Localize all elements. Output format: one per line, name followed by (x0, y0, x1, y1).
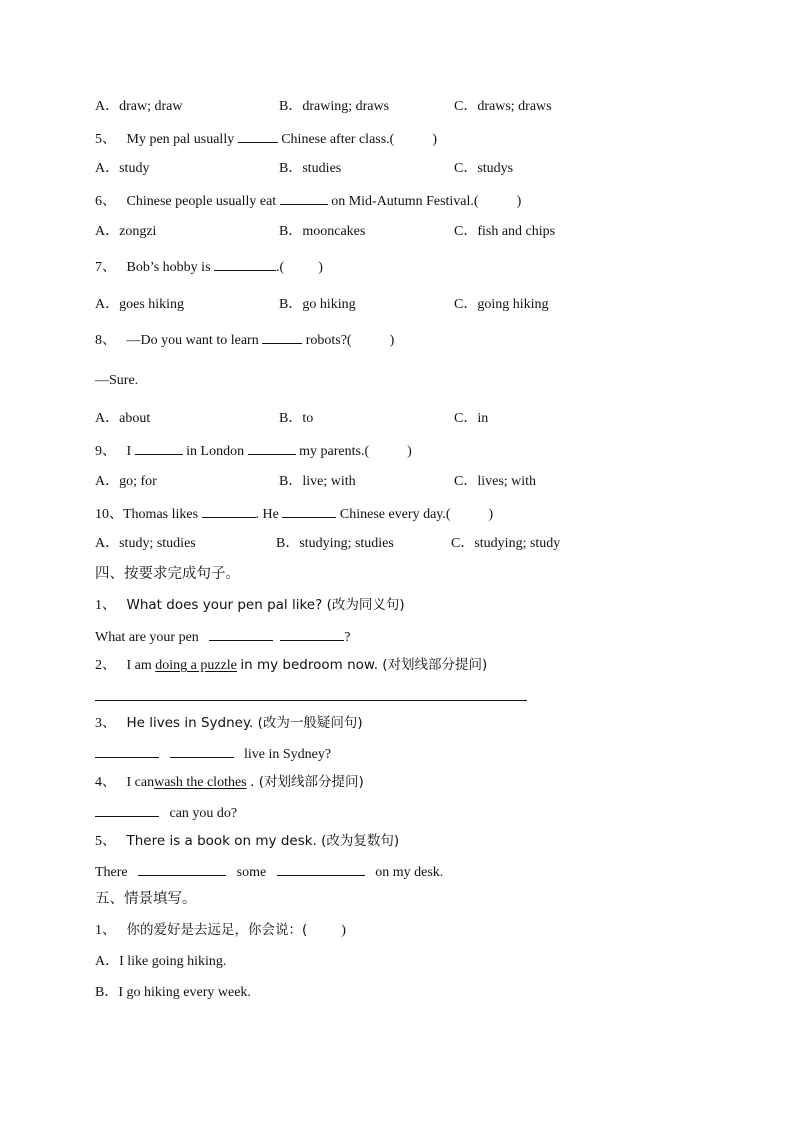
question-text-end: Chinese every day.( (339, 507, 451, 522)
situation-text: 你的爱好是去远足，你会说：( (126, 922, 308, 938)
sentence-1 (95, 596, 405, 615)
sentence-2 (95, 656, 487, 675)
paren-close: ) (407, 444, 412, 459)
answer-blank[interactable] (95, 803, 159, 817)
situation-1-option-b: B．I go hiking every week. (95, 985, 251, 1000)
answer-blank-1[interactable] (209, 627, 273, 641)
sentence-3-answer (95, 744, 331, 764)
question-9 (95, 441, 412, 461)
q9-option-b: B．live; with (279, 474, 356, 489)
situation-1-option-a: A．I like going hiking. (95, 954, 227, 969)
q4-option-a: A．draw; draw (95, 99, 183, 114)
q6-option-a: A．zongzi (95, 224, 157, 239)
sentence-number: 1、 (95, 598, 116, 613)
q8-option-a: A．about (95, 411, 151, 426)
q6-option-b: B．mooncakes (279, 224, 366, 239)
answer-line[interactable] (95, 700, 527, 701)
answer-blank-1[interactable] (202, 504, 256, 518)
sentence-text-start: I am (126, 658, 152, 673)
question-number: 10、 (95, 507, 123, 522)
sentence-5-answer (95, 862, 443, 882)
sentence-text-start: I can (126, 775, 155, 790)
sentence-text: There is a book on my desk. (改为复数句) (126, 833, 400, 849)
q8-option-b: B．to (279, 411, 314, 426)
underlined-phrase: doing a puzzle (155, 658, 237, 673)
sentence-text-end: . (对划线部分提问) (250, 774, 364, 790)
question-text: I (126, 444, 132, 459)
answer-text-end: can you do? (169, 806, 238, 821)
answer-blank[interactable] (238, 129, 278, 143)
question-text-end: robots?( (305, 333, 352, 348)
answer-blank[interactable] (214, 257, 276, 271)
q9-option-c: C．lives; with (454, 474, 537, 489)
paren-close: ) (432, 132, 438, 147)
sentence-number: 4、 (95, 775, 116, 790)
question-text: My pen pal usually (126, 132, 235, 147)
question-text: Thomas likes (123, 507, 199, 522)
question-5 (95, 129, 437, 149)
sentence-number: 5、 (95, 834, 116, 849)
answer-blank-1[interactable] (135, 441, 183, 455)
q8-option-c: C．in (454, 411, 489, 426)
answer-text-end: on my desk. (375, 865, 444, 880)
question-number: 9、 (95, 444, 116, 459)
paren-close: ) (389, 333, 395, 348)
question-text: Chinese people usually eat (126, 194, 277, 209)
answer-blank-2[interactable] (248, 441, 296, 455)
answer-blank-2[interactable] (170, 744, 234, 758)
section-5-heading: 五、情景填写。 (95, 891, 197, 907)
q10-option-a: A．study; studies (95, 536, 196, 551)
question-text-mid: in London (186, 444, 245, 459)
underlined-phrase: wash the clothes (154, 775, 247, 790)
q5-option-a: A．study (95, 161, 150, 176)
question-number: 6、 (95, 194, 116, 209)
answer-blank[interactable] (280, 191, 328, 205)
question-number: 5、 (95, 132, 116, 147)
sentence-5 (95, 832, 399, 851)
paren-close: ) (318, 260, 323, 275)
q7-option-a: A．goes hiking (95, 297, 185, 312)
situation-1 (95, 921, 346, 940)
sentence-1-answer (95, 627, 351, 647)
q5-option-b: B．studies (279, 161, 342, 176)
question-text-mid: . He (255, 507, 279, 522)
answer-blank-2[interactable] (282, 504, 336, 518)
sentence-text: What does your pen pal like? (改为同义句) (126, 597, 405, 613)
answer-blank-2[interactable] (277, 862, 365, 876)
question-text: —Do you want to learn (126, 333, 259, 348)
sentence-4 (95, 773, 364, 792)
sentence-number: 2、 (95, 658, 116, 673)
question-text: Bob’s hobby is (126, 260, 211, 275)
answer-text-end: ? (344, 630, 351, 645)
question-text-end: Chinese after class.( (281, 132, 395, 147)
answer-blank[interactable] (262, 330, 302, 344)
situation-number: 1、 (95, 923, 116, 938)
paren-close: ) (516, 194, 522, 209)
paren-close: ) (488, 507, 494, 522)
sentence-text-end: in my bedroom now. (对划线部分提问) (240, 657, 488, 673)
q10-option-b: B．studying; studies (276, 536, 394, 551)
answer-text-end: live in Sydney? (244, 747, 332, 762)
answer-text-start: What are your pen (95, 630, 199, 645)
paren-close: ) (341, 923, 346, 938)
question-text-end: my parents.( (299, 444, 370, 459)
q4-option-b: B．drawing; draws (279, 99, 390, 114)
question-number: 7、 (95, 260, 116, 275)
answer-blank-2[interactable] (280, 627, 344, 641)
q9-option-a: A．go; for (95, 474, 157, 489)
question-7 (95, 257, 323, 277)
q10-option-c: C．studying; study (451, 536, 561, 551)
section-4-heading: 四、按要求完成句子。 (95, 566, 240, 582)
sentence-3 (95, 714, 363, 733)
answer-text-start: There (95, 865, 128, 880)
answer-blank-1[interactable] (138, 862, 226, 876)
q5-option-c: C．studys (454, 161, 514, 176)
question-text-end: .( (276, 260, 285, 275)
answer-blank-1[interactable] (95, 744, 159, 758)
question-10 (95, 504, 493, 524)
q8-reply: —Sure. (95, 373, 139, 388)
q7-option-c: C．going hiking (454, 297, 549, 312)
q6-option-c: C．fish and chips (454, 224, 556, 239)
answer-text-mid: some (236, 865, 267, 880)
question-number: 8、 (95, 333, 116, 348)
q7-option-b: B．go hiking (279, 297, 356, 312)
sentence-4-answer (95, 803, 237, 823)
question-6 (95, 191, 521, 211)
question-text-end: on Mid-Autumn Festival.( (331, 194, 479, 209)
sentence-number: 3、 (95, 716, 116, 731)
q4-option-c: C．draws; draws (454, 99, 552, 114)
sentence-text: He lives in Sydney. (改为一般疑问句) (126, 715, 363, 731)
question-8 (95, 330, 394, 350)
